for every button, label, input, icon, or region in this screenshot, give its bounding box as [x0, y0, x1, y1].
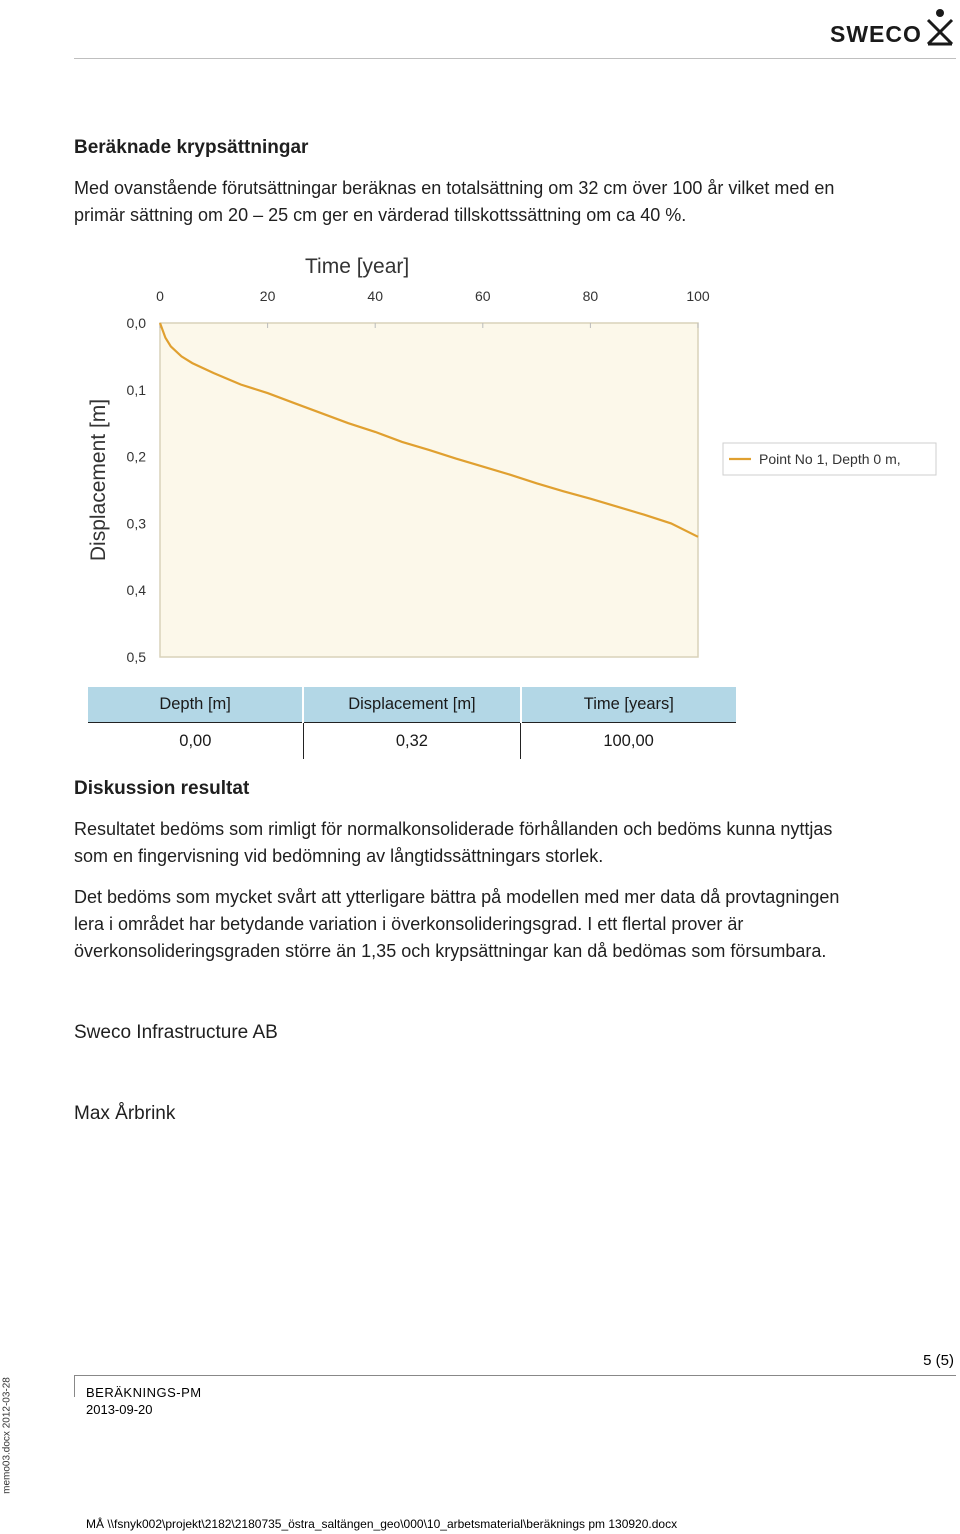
- plot-area: [160, 323, 698, 657]
- header-rule: [74, 58, 956, 59]
- heading-krypsattningar: Beräknade krypsättningar: [74, 137, 309, 158]
- y-tick-label: 0,1: [126, 381, 146, 398]
- x-tick-label: 20: [259, 288, 276, 304]
- footer-rule: [74, 1375, 956, 1376]
- file-path: MÅ \\fsnyk002\projekt\2182\2180735_östra_saltängen_geo\000\10_arbetsmaterial\beräknings pm 130920.docx: [86, 1517, 678, 1531]
- y-tick-label: 0,3: [126, 515, 146, 532]
- paragraph-line: Det bedöms som mycket svårt att ytterligare bättra på modellen med mer data då provtagningen: [74, 887, 840, 907]
- table-cell-depth: 0,00: [179, 731, 212, 750]
- table-header-time: Time [years]: [521, 687, 736, 723]
- paragraph-line: primär sättning om 20 – 25 cm ger en värderad tillskottssättning om ca 40 %.: [74, 205, 687, 225]
- chart-title: Time [year]: [305, 255, 410, 278]
- table-cell-time: 100,00: [521, 723, 736, 759]
- y-tick-label: 0,0: [126, 315, 146, 331]
- y-tick-label: 0,5: [126, 649, 146, 665]
- sweco-logo: [804, 4, 954, 48]
- paragraph-line: Resultatet bedöms som rimligt för normalkonsoliderade förhållanden och bedöms kunna nyttjas: [74, 819, 833, 839]
- paragraph-line: lera i området har betydande variation i överkonsolideringsgrad. I ett flertal prover är: [74, 914, 744, 934]
- paragraph-line: Med ovanstående förutsättningar beräknas en totalsättning om 32 cm över 100 år vilket med en: [74, 178, 835, 198]
- heading-diskussion: Diskussion resultat: [74, 778, 250, 799]
- y-tick-label: 0,4: [126, 582, 146, 599]
- x-tick-label: 60: [475, 288, 491, 304]
- y-axis-label: Displacement [m]: [87, 398, 110, 562]
- author-name: Max Årbrink: [74, 1103, 176, 1124]
- paragraph-line: som en fingervisning vid bedömning av långtidssättningars storlek.: [74, 846, 604, 866]
- displacement-chart: [80, 245, 950, 675]
- company-name: Sweco Infrastructure AB: [74, 1022, 278, 1043]
- result-table: [88, 687, 736, 759]
- y-tick-label: 0,2: [126, 448, 146, 465]
- table-cell-displacement: 0,32: [303, 723, 520, 759]
- x-tick-label: 0: [156, 288, 164, 304]
- footer-tick: [74, 1375, 75, 1397]
- sweco-logo-mark: [928, 9, 952, 44]
- doc-date: 2013-09-20: [86, 1402, 153, 1417]
- x-tick-label: 80: [582, 288, 599, 304]
- sweco-logo-text: SWECO: [830, 21, 922, 47]
- paragraph-line: överkonsolideringsgraden större än 1,35 och krypsättningar kan då bedömas som försumbara.: [74, 941, 827, 961]
- template-side-text: memo03.docx 2012-03-28: [1, 1377, 13, 1494]
- x-tick-label: 40: [367, 288, 383, 304]
- table-header-depth: Depth [m]: [88, 687, 303, 723]
- legend-label: Point No 1, Depth 0 m,: [759, 451, 901, 467]
- table-header-displacement: Displacement [m]: [303, 687, 520, 723]
- page-number: 5 (5): [923, 1352, 954, 1369]
- table-row: [88, 723, 736, 759]
- x-tick-label: 100: [686, 288, 710, 304]
- doc-type: BERÄKNINGS-PM: [86, 1385, 202, 1400]
